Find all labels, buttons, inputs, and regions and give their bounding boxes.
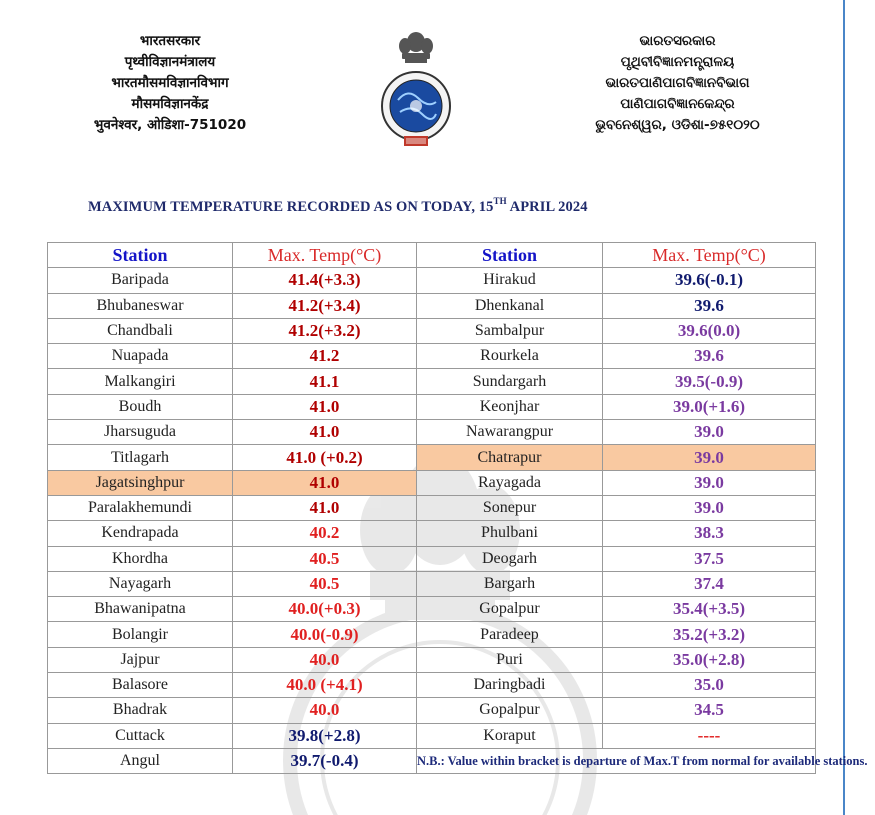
table-row — [48, 318, 816, 343]
max-temp-value: 41.0 — [233, 495, 417, 520]
station-name: Sonepur — [417, 495, 603, 520]
odia-line: ଭାରତପାଣିପାଗବିଜ୍ଞାନବିଭାଗ — [605, 75, 750, 91]
max-temp-value: 41.0 (+0.2) — [233, 445, 417, 470]
title-text: MAXIMUM TEMPERATURE RECORDED AS ON TODAY, 15 — [88, 199, 494, 215]
station-name: Jajpur — [48, 647, 233, 672]
station-name: Kendrapada — [48, 521, 233, 546]
station-name: Bhawanipatna — [48, 597, 233, 622]
station-name: Gopalpur — [417, 698, 603, 723]
station-name: Dhenkanal — [417, 293, 603, 318]
max-temp-value: 40.0(-0.9) — [233, 622, 417, 647]
station-name: Bargarh — [417, 571, 603, 596]
station-name: Rayagada — [417, 470, 603, 495]
odia-line: ପାଣିପାଗବିଜ୍ଞାନକେନ୍ଦ୍ର — [620, 96, 735, 112]
max-temp-value: 40.0 (+4.1) — [233, 673, 417, 698]
table-row — [48, 723, 816, 748]
title-ordinal: TH — [493, 196, 507, 206]
max-temp-value: 41.4(+3.3) — [233, 268, 417, 293]
table-row — [48, 673, 816, 698]
hindi-office-address — [70, 31, 270, 136]
odia-line: ଭାରତସରକାର — [639, 33, 716, 49]
max-temp-value: 35.0 — [603, 673, 816, 698]
station-name: Koraput — [417, 723, 603, 748]
max-temp-value: 39.6(-0.1) — [603, 268, 816, 293]
station-name: Boudh — [48, 394, 233, 419]
max-temp-value: 40.5 — [233, 571, 417, 596]
table-row — [48, 268, 816, 293]
station-name: Deogarh — [417, 546, 603, 571]
table-row — [48, 293, 816, 318]
station-name: Angul — [48, 748, 233, 773]
table-row — [48, 369, 816, 394]
max-temp-value: 37.4 — [603, 571, 816, 596]
max-temp-value: 39.0 — [603, 470, 816, 495]
station-name: Gopalpur — [417, 597, 603, 622]
station-name: Khordha — [48, 546, 233, 571]
max-temp-value: 41.2 — [233, 344, 417, 369]
title-date: APRIL 2024 — [506, 199, 588, 215]
table-row — [48, 495, 816, 520]
table-header-row — [48, 243, 816, 268]
max-temp-value: 41.0 — [233, 470, 417, 495]
table-body — [48, 268, 868, 774]
table-row — [48, 445, 816, 470]
station-name: Malkangiri — [48, 369, 233, 394]
odia-office-address — [560, 31, 795, 136]
station-name: Balasore — [48, 673, 233, 698]
max-temp-value: 41.1 — [233, 369, 417, 394]
station-name: Titlagarh — [48, 445, 233, 470]
max-temp-value: 35.0(+2.8) — [603, 647, 816, 672]
station-header: Station — [417, 243, 603, 268]
station-name: Nayagarh — [48, 571, 233, 596]
station-name: Chatrapur — [417, 445, 603, 470]
temp-header: Max. Temp(°C) — [603, 243, 816, 268]
station-name: Rourkela — [417, 344, 603, 369]
max-temp-value: 34.5 — [603, 698, 816, 723]
max-temp-value: 40.0(+0.3) — [233, 597, 417, 622]
max-temp-value: 41.2(+3.4) — [233, 293, 417, 318]
station-name: Sundargarh — [417, 369, 603, 394]
max-temp-value: 39.7(-0.4) — [233, 748, 417, 773]
station-name: Bolangir — [48, 622, 233, 647]
max-temp-value: 39.8(+2.8) — [233, 723, 417, 748]
table-row — [48, 546, 816, 571]
report-title — [88, 196, 588, 216]
table-row — [48, 571, 816, 596]
hindi-line: भारतमौसमविज्ञानविभाग — [111, 75, 229, 91]
table-row — [48, 622, 816, 647]
hindi-line: पृथ्वीविज्ञानमंत्रालय — [124, 54, 216, 70]
station-name: Nawarangpur — [417, 420, 603, 445]
max-temp-value: ---- — [603, 723, 816, 748]
station-name: Paradeep — [417, 622, 603, 647]
station-name: Nuapada — [48, 344, 233, 369]
max-temp-value: 40.0 — [233, 647, 417, 672]
station-name: Bhubaneswar — [48, 293, 233, 318]
max-temp-value: 41.0 — [233, 420, 417, 445]
departure-note — [417, 748, 868, 773]
station-name: Chandbali — [48, 318, 233, 343]
station-name: Daringbadi — [417, 673, 603, 698]
max-temp-value: 35.4(+3.5) — [603, 597, 816, 622]
max-temp-value: 40.2 — [233, 521, 417, 546]
station-name: Hirakud — [417, 268, 603, 293]
hindi-line: भुवनेश्वर, ओडिशा-751020 — [93, 117, 247, 133]
temp-header: Max. Temp(°C) — [233, 243, 417, 268]
max-temp-value: 39.6(0.0) — [603, 318, 816, 343]
table-row — [48, 647, 816, 672]
odia-line: ଭୁବନେଶ୍ୱର, ଓଡିଶା-୭୫୧୦୨୦ — [595, 117, 760, 133]
table-row — [48, 344, 816, 369]
table-row — [48, 521, 816, 546]
max-temp-value: 39.5(-0.9) — [603, 369, 816, 394]
station-name: Puri — [417, 647, 603, 672]
station-name: Phulbani — [417, 521, 603, 546]
max-temp-value: 35.2(+3.2) — [603, 622, 816, 647]
max-temp-value: 39.0(+1.6) — [603, 394, 816, 419]
station-name: Paralakhemundi — [48, 495, 233, 520]
table-row — [48, 394, 816, 419]
station-name: Baripada — [48, 268, 233, 293]
max-temp-value: 39.0 — [603, 445, 816, 470]
max-temp-value: 41.0 — [233, 394, 417, 419]
note-text: Value within bracket is departure of Max.T from normal for available stations. — [444, 754, 868, 769]
max-temp-value: 39.6 — [603, 293, 816, 318]
max-temp-value: 39.6 — [603, 344, 816, 369]
page-border-line — [843, 0, 845, 815]
station-name: Jagatsinghpur — [48, 470, 233, 495]
station-name: Keonjhar — [417, 394, 603, 419]
max-temp-value: 40.0 — [233, 698, 417, 723]
table-row — [48, 597, 816, 622]
note-label: N.B.: — [417, 754, 445, 769]
table-row — [48, 420, 816, 445]
station-name: Bhadrak — [48, 698, 233, 723]
table-row — [48, 698, 816, 723]
max-temp-value: 39.0 — [603, 495, 816, 520]
max-temp-value: 38.3 — [603, 521, 816, 546]
max-temp-value: 40.5 — [233, 546, 417, 571]
max-temp-value: 41.2(+3.2) — [233, 318, 417, 343]
imd-emblem-logo — [378, 28, 454, 154]
max-temp-value: 37.5 — [603, 546, 816, 571]
temperature-table — [47, 242, 868, 774]
hindi-line: मौसमविज्ञानकेंद्र — [131, 96, 209, 112]
table-row — [48, 748, 816, 773]
station-name: Sambalpur — [417, 318, 603, 343]
odia-line: ପୃଥିବୀବିଜ୍ଞାନମନ୍ତ୍ରାଳୟ — [620, 54, 735, 70]
station-header: Station — [48, 243, 233, 268]
station-name: Jharsuguda — [48, 420, 233, 445]
max-temp-value: 39.0 — [603, 420, 816, 445]
table-row — [48, 470, 816, 495]
station-name: Cuttack — [48, 723, 233, 748]
hindi-line: भारतसरकार — [139, 33, 201, 49]
